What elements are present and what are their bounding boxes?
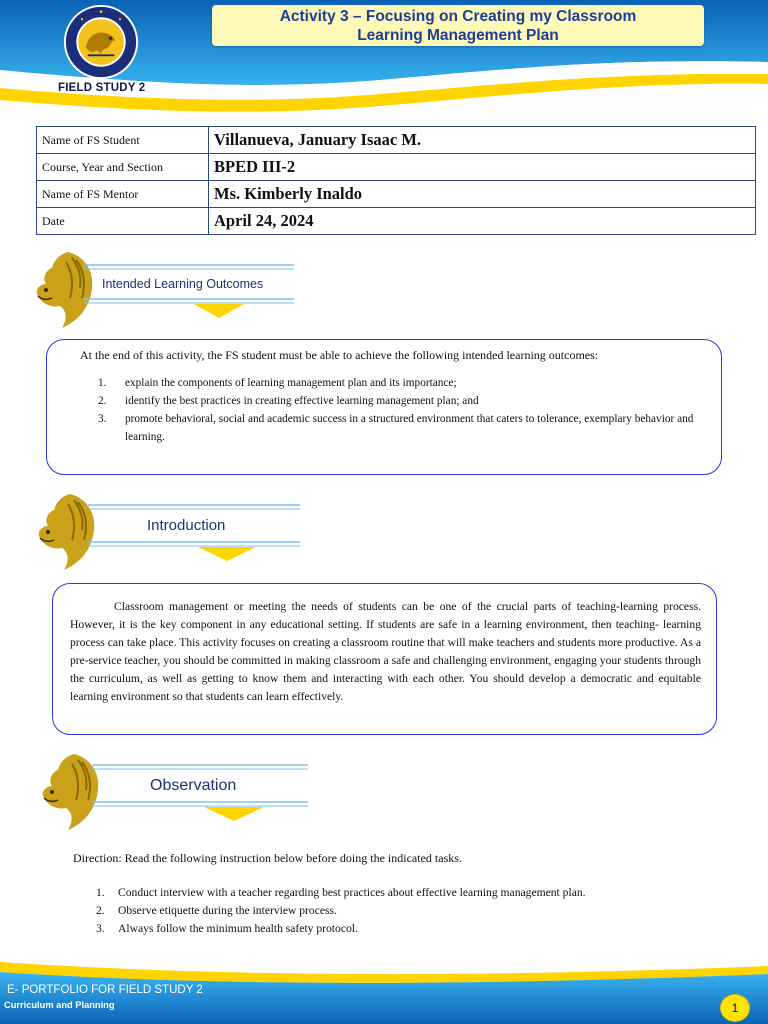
ilo-list <box>98 374 698 446</box>
section-heading: Observation <box>150 777 237 794</box>
observation-list <box>96 884 696 938</box>
banner-stripes <box>88 504 300 564</box>
table-row <box>37 208 756 235</box>
direction-text: Direction: Read the following instruction below before doing the indicated tasks. <box>73 851 462 865</box>
footer-subtitle: Curriculum and Planning <box>4 1000 115 1010</box>
university-seal-icon <box>63 4 139 80</box>
info-label: Date <box>37 208 209 235</box>
list-text: explain the components of learning management plan and its importance; <box>125 377 457 389</box>
list-item <box>98 392 698 410</box>
table-row <box>37 181 756 208</box>
info-label: Name of FS Student <box>37 127 209 154</box>
page-header <box>0 0 768 120</box>
list-number: 1. <box>96 886 105 899</box>
page-footer <box>0 954 768 1024</box>
introduction-text: Classroom management or meeting the needs of students can be one of the crucial parts of teaching-learning process. However, it is the key component in any educational setting. If students are safe in a learning environment, then teaching- learning process can take place. This activity focuses on creating a classroom routine that will make teachers and students more productive. As a pre-service teacher, you should be committed in making classroom a safe and challenging environment, engaging your students through the curriculum, as well as getting to know them and interacting with each other. You should develop a democratic and equitable learning environment so that students can learn effectively. <box>70 600 701 703</box>
info-value: BPED III-2 <box>209 154 756 181</box>
list-item <box>98 410 698 446</box>
page-number-badge: 1 <box>720 994 750 1022</box>
list-text: Always follow the minimum health safety protocol. <box>118 922 358 935</box>
list-text: identify the best practices in creating effective learning management plan; and <box>125 395 479 407</box>
section-heading: Introduction <box>147 517 226 534</box>
ilo-intro-text: At the end of this activity, the FS student must be able to achieve the following intended learning outcomes: <box>80 348 599 362</box>
title-line-2: Learning Management Plan <box>357 27 559 44</box>
list-number: 2. <box>96 904 105 917</box>
list-item <box>96 920 696 938</box>
section-banner-introduction <box>34 492 314 582</box>
student-info-table <box>36 126 756 235</box>
section-banner-ilo <box>32 250 312 340</box>
footer-title: E- PORTFOLIO FOR FIELD STUDY 2 <box>7 984 203 996</box>
list-text: Observe etiquette during the interview process. <box>118 904 337 917</box>
info-value: Villanueva, January Isaac M. <box>209 127 756 154</box>
page-title <box>212 5 704 46</box>
info-label: Course, Year and Section <box>37 154 209 181</box>
list-item <box>96 884 696 902</box>
list-text: Conduct interview with a teacher regarding best practices about effective learning management plan. <box>118 886 586 899</box>
list-number: 3. <box>96 922 105 935</box>
list-number: 1. <box>98 377 107 389</box>
course-label: FIELD STUDY 2 <box>58 82 146 94</box>
banner-stripes <box>84 264 294 322</box>
table-row <box>37 154 756 181</box>
list-text: promote behavioral, social and academic success in a structured environment that caters to tolerance, exemplary behavior and learning. <box>125 413 694 443</box>
list-item <box>96 902 696 920</box>
info-value: April 24, 2024 <box>209 208 756 235</box>
info-label: Name of FS Mentor <box>37 181 209 208</box>
section-heading: Intended Learning Outcomes <box>102 277 264 291</box>
title-line-1: Activity 3 – Focusing on Creating my Classroom <box>279 8 637 25</box>
table-row <box>37 127 756 154</box>
section-banner-observation <box>38 752 318 842</box>
info-value: Ms. Kimberly Inaldo <box>209 181 756 208</box>
list-item <box>98 374 698 392</box>
list-number: 3. <box>98 413 107 425</box>
list-number: 2. <box>98 395 107 407</box>
